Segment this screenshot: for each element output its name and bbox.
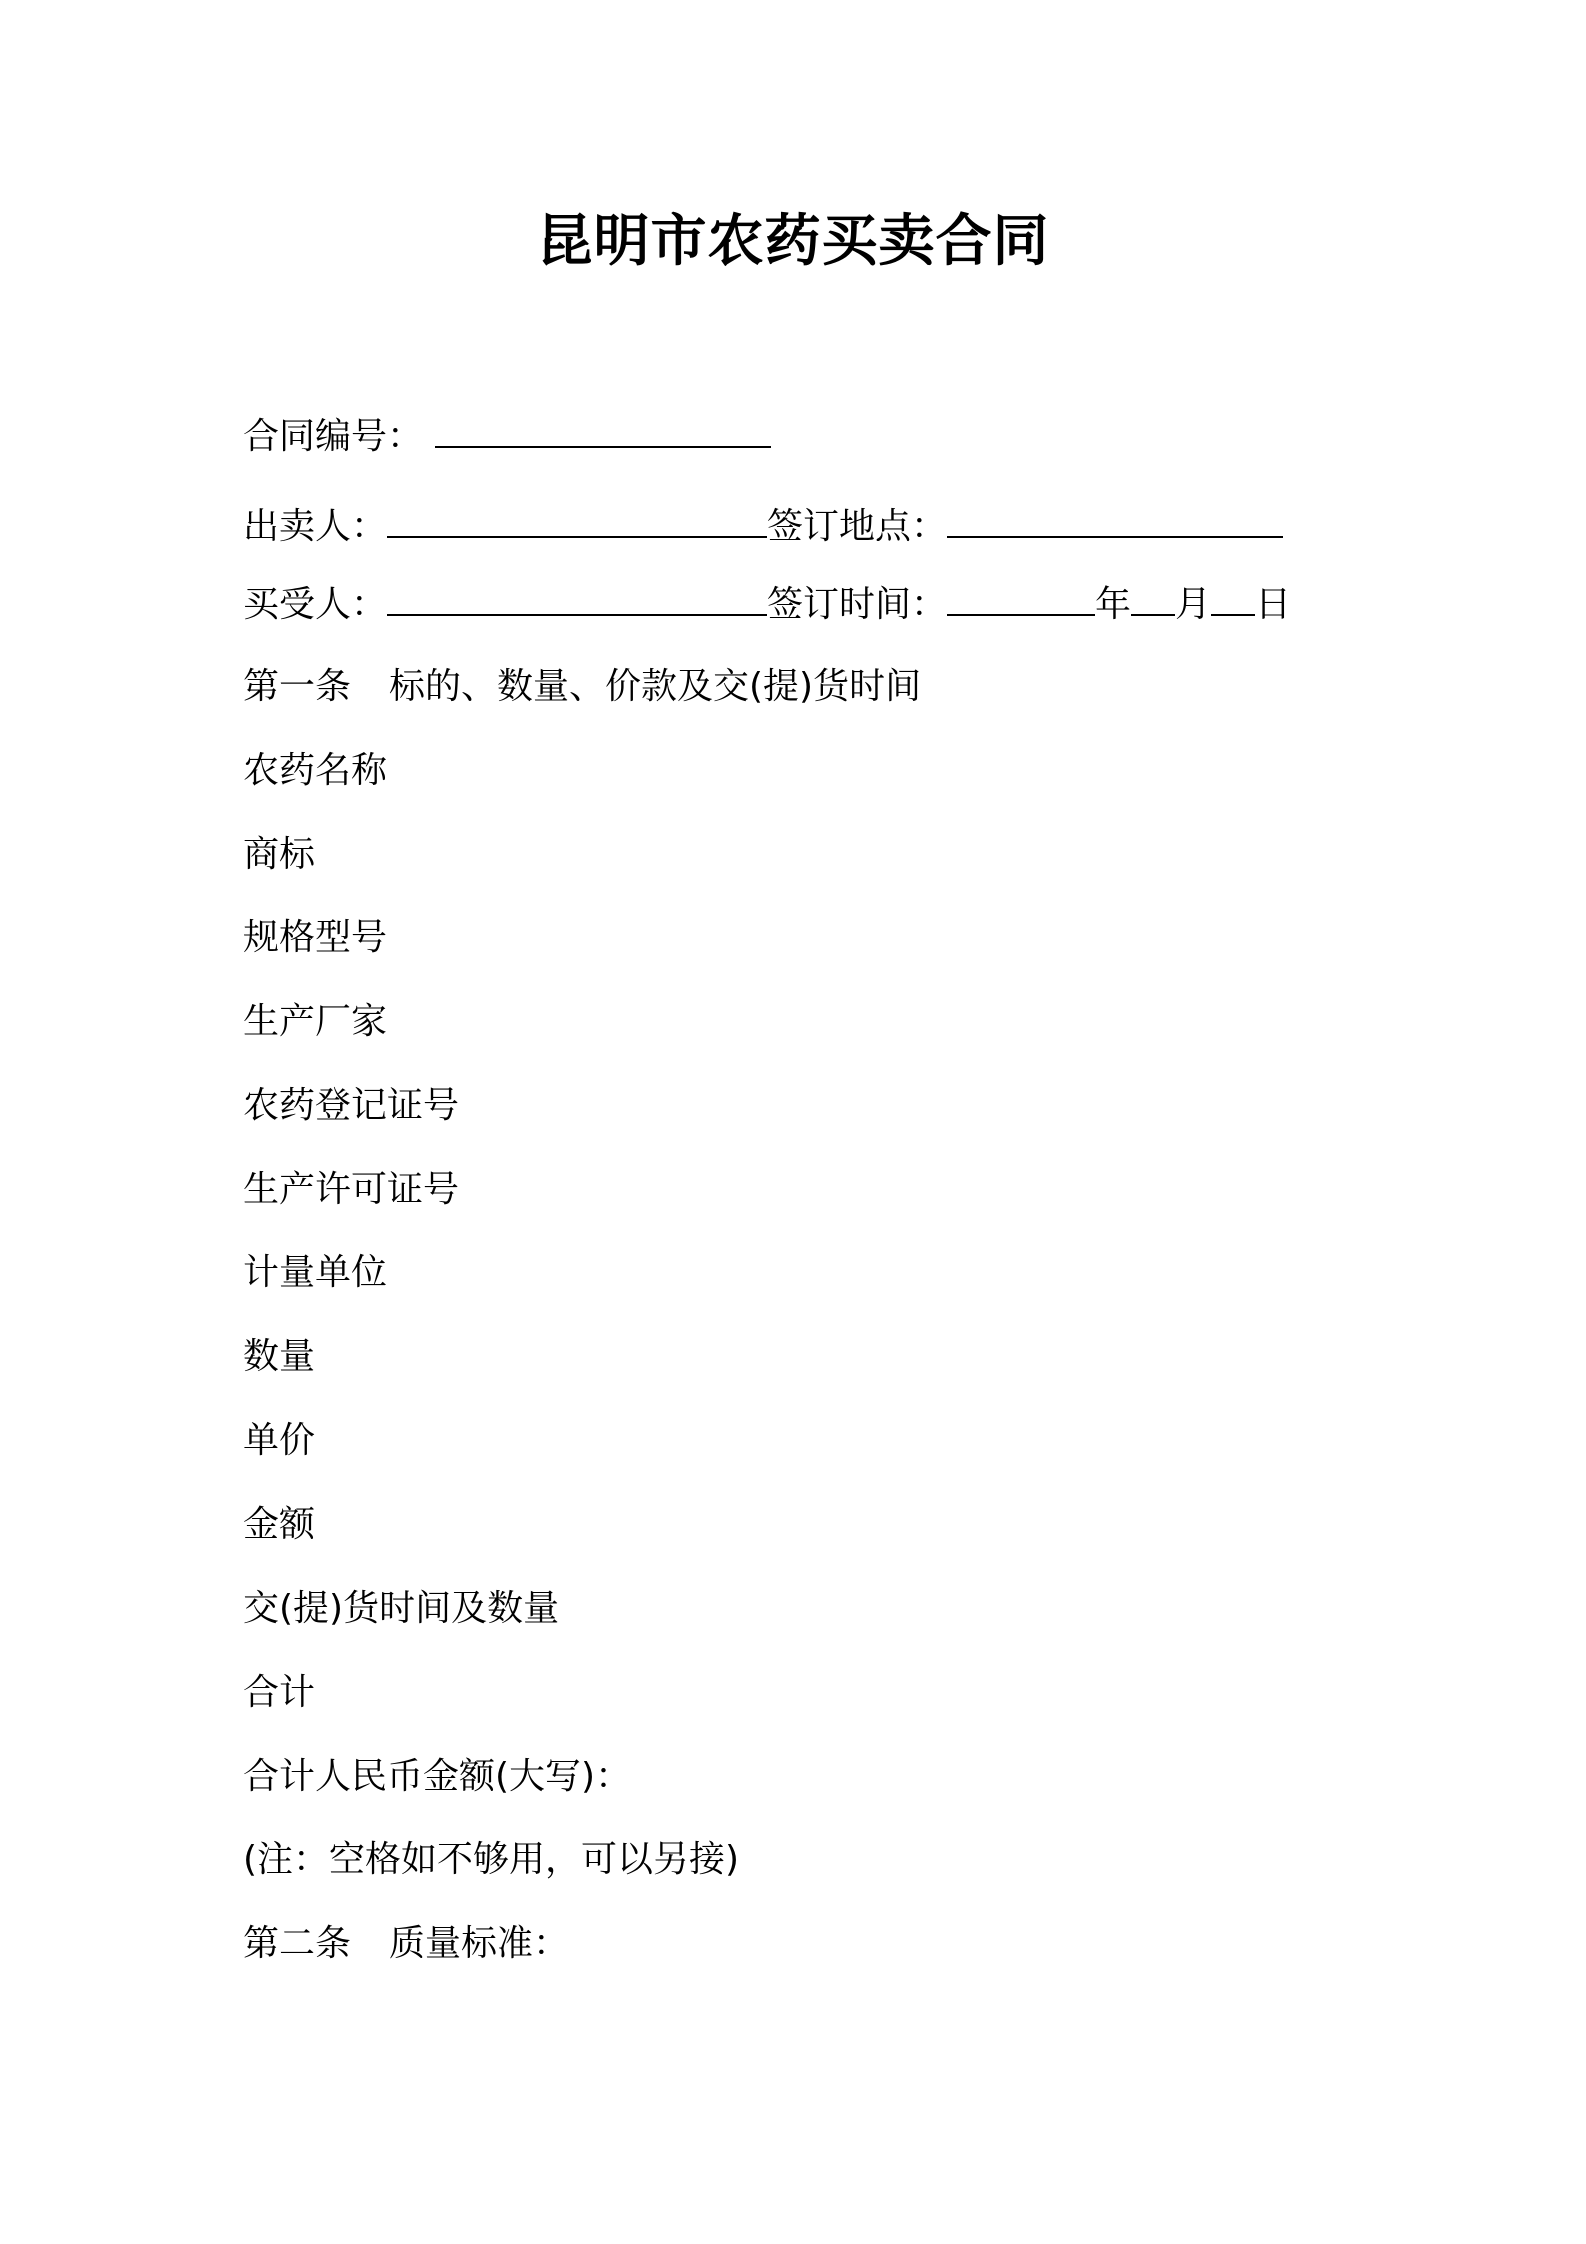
article-1-number: 第一条 [243, 666, 352, 707]
article-2-heading [243, 1922, 569, 1965]
seller-blank[interactable] [387, 508, 767, 538]
sign-place-blank[interactable] [947, 508, 1283, 538]
year-label: 年 [1095, 584, 1132, 625]
contract-number-label: 合同编号： [243, 416, 424, 457]
item-unit: 计量单位 [243, 1252, 388, 1293]
item-amount: 金额 [243, 1504, 316, 1545]
item-total-rmb: 合计人民币金额(大写)： [243, 1756, 632, 1797]
item-specification: 规格型号 [243, 917, 388, 958]
day-label: 日 [1255, 584, 1292, 625]
sign-year-blank[interactable] [947, 586, 1095, 616]
item-quantity: 数量 [243, 1336, 316, 1377]
article-2-title: 质量标准： [389, 1923, 570, 1964]
item-pesticide-name: 农药名称 [243, 750, 388, 791]
sign-month-blank[interactable] [1131, 586, 1175, 616]
sign-place-label: 签订地点： [767, 506, 948, 547]
document-title: 昆明市农药买卖合同 [536, 209, 1050, 274]
item-manufacturer: 生产厂家 [243, 1001, 388, 1042]
sign-time-label: 签订时间： [767, 584, 948, 625]
item-delivery-time: 交(提)货时间及数量 [243, 1588, 560, 1629]
buyer-line [243, 583, 1291, 626]
article-2-number: 第二条 [243, 1923, 352, 1964]
article-1-heading [243, 665, 921, 708]
item-production-license-no: 生产许可证号 [243, 1169, 460, 1210]
buyer-blank[interactable] [387, 586, 767, 616]
contract-number-line [243, 415, 771, 458]
sign-day-blank[interactable] [1211, 586, 1255, 616]
item-registration-no: 农药登记证号 [243, 1085, 460, 1126]
item-unit-price: 单价 [243, 1420, 316, 1461]
contract-number-blank[interactable] [435, 418, 771, 448]
item-note: (注：空格如不够用，可以另接) [243, 1839, 740, 1880]
item-total: 合计 [243, 1672, 316, 1713]
seller-line [243, 505, 1283, 548]
buyer-label: 买受人： [243, 584, 388, 625]
seller-label: 出卖人： [243, 506, 388, 547]
month-label: 月 [1175, 584, 1212, 625]
item-trademark: 商标 [243, 834, 316, 875]
article-1-title: 标的、数量、价款及交(提)货时间 [389, 666, 922, 707]
